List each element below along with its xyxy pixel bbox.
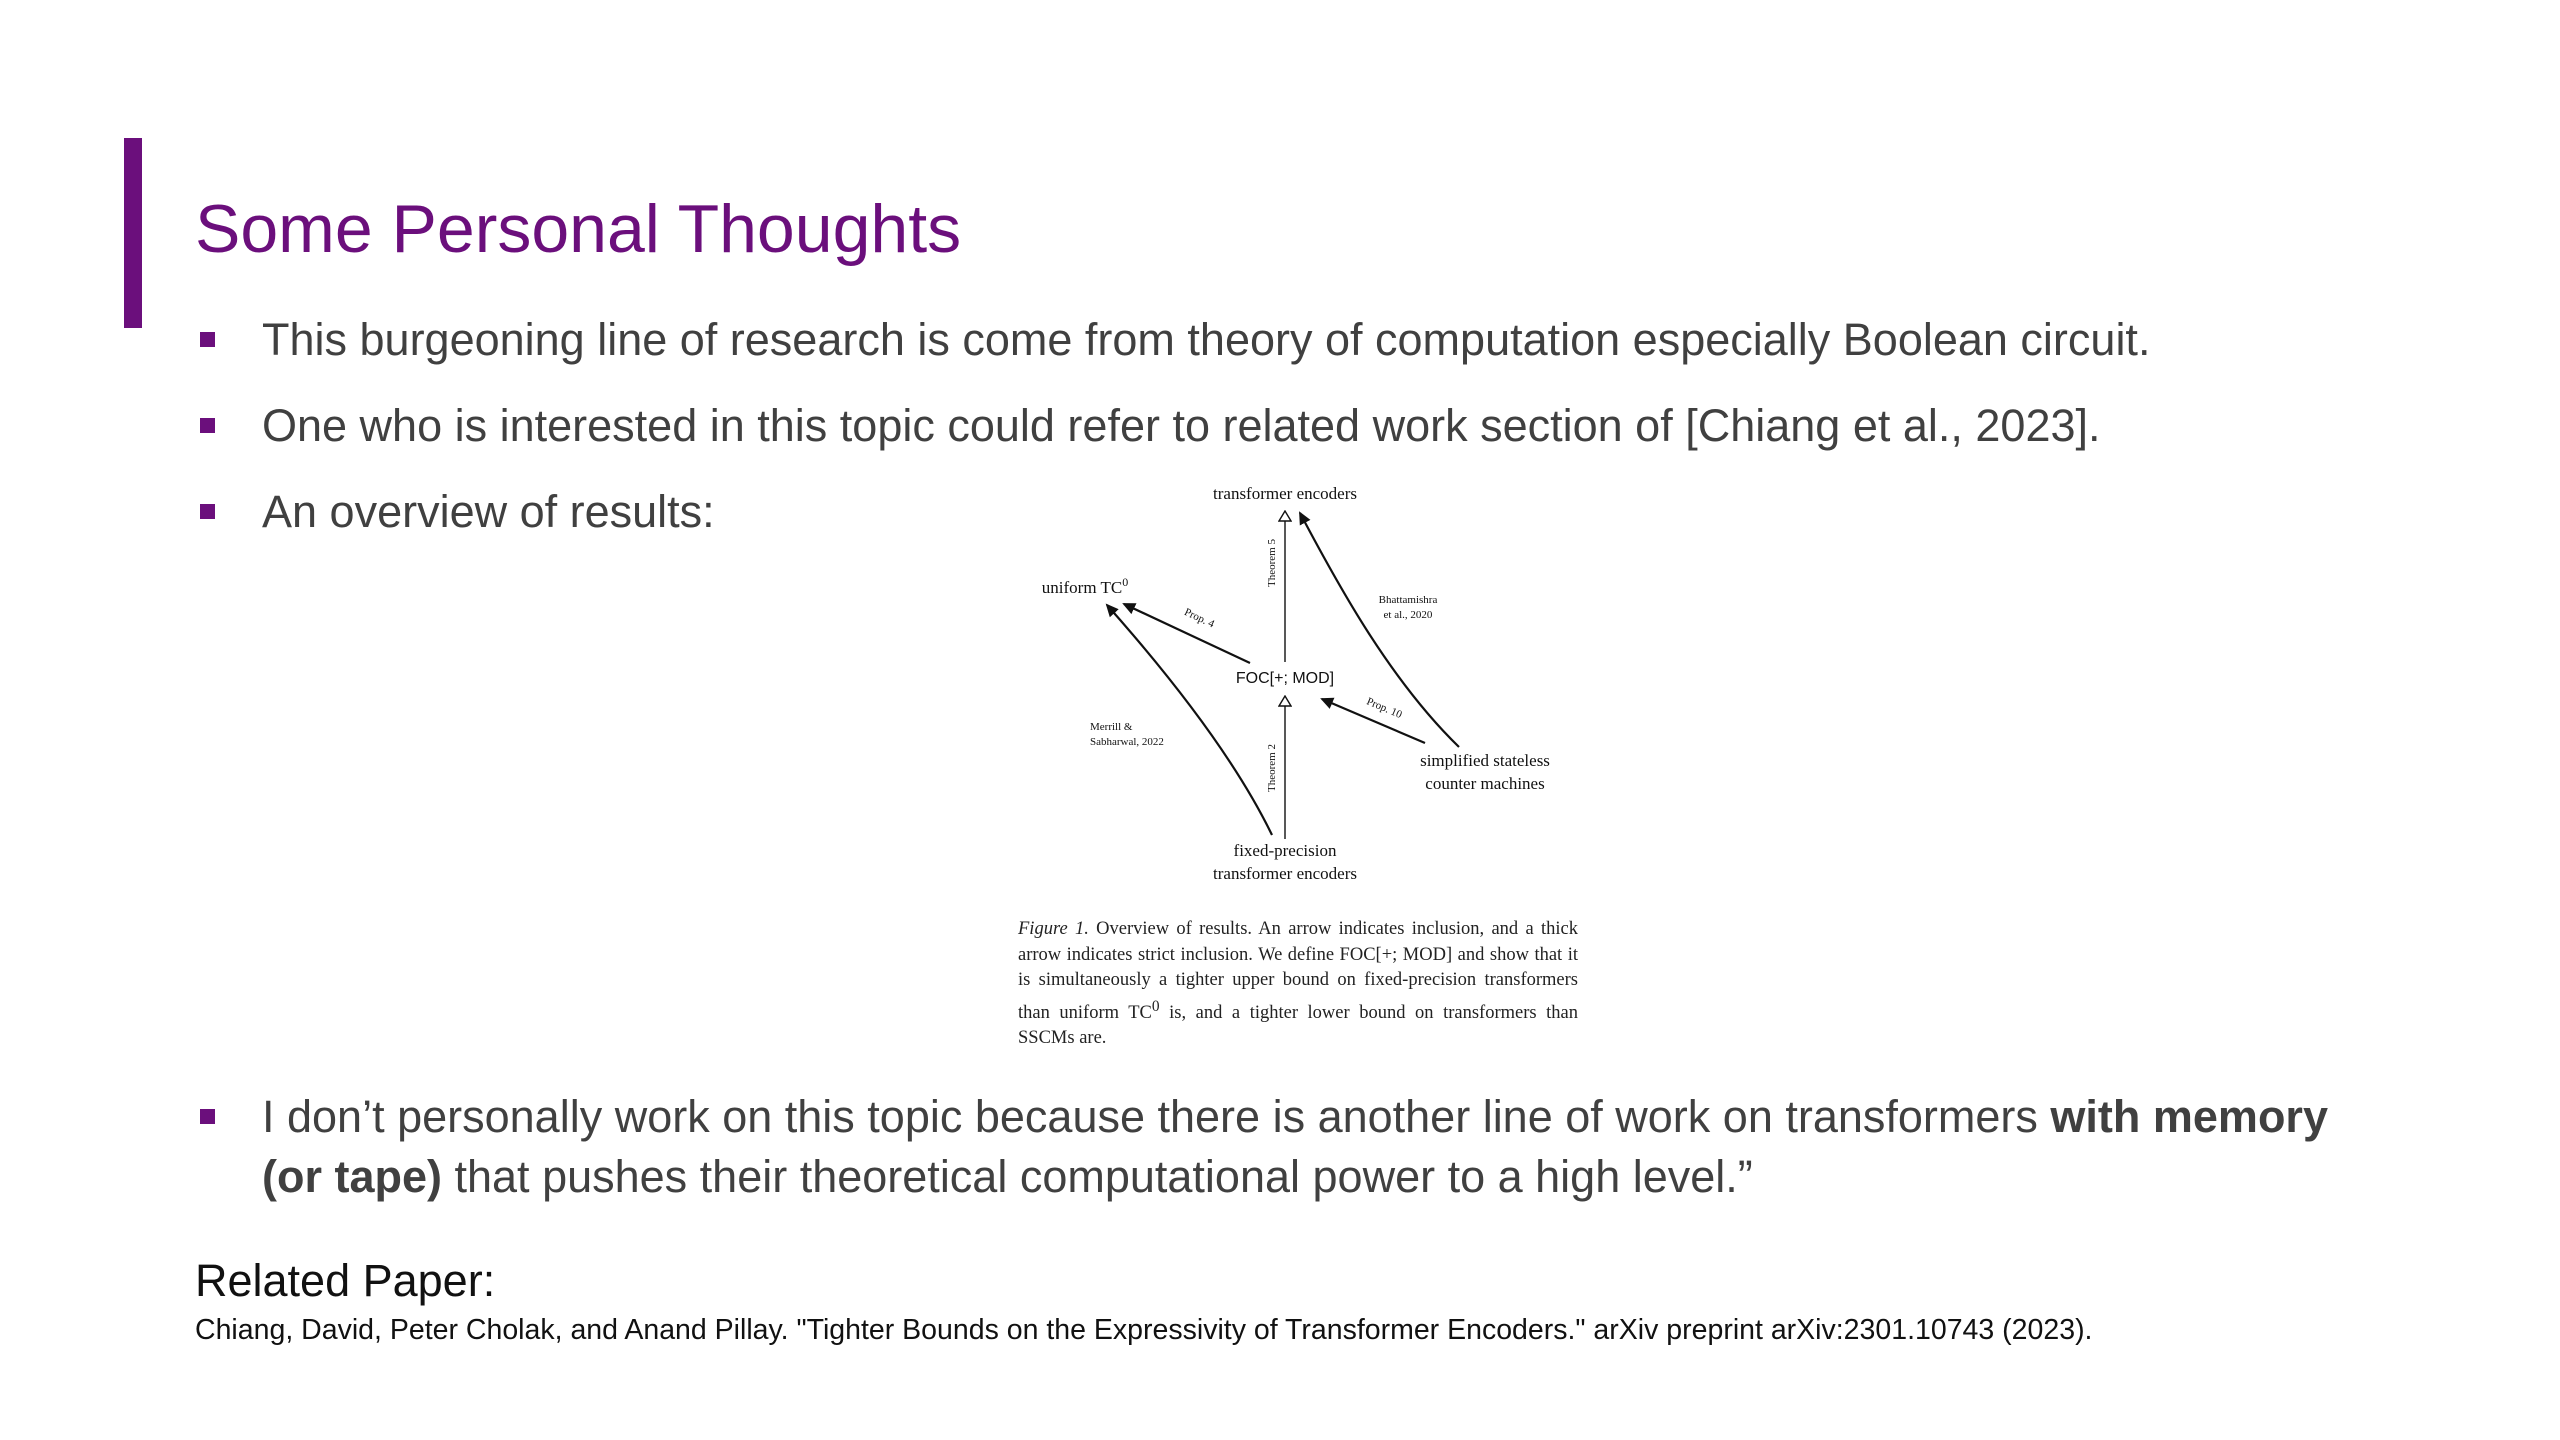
figure-caption-sup: 0 [1151,997,1160,1015]
figure-caption [1018,917,1578,1052]
square-bullet-icon [200,1109,215,1124]
square-bullet-icon [200,504,215,519]
square-bullet-icon [200,332,215,347]
label-prop10: Prop. 10 [1364,695,1404,722]
bullet-text-bold: with memory (or tape) [262,1091,2328,1202]
figure-caption-part2: is, and a tighter lower bound on transformers than SSCMs are. [1018,1002,1578,1049]
label-merrill-line2: Sabharwal, 2022 [1090,736,1164,748]
label-bhattamishra-line1: Bhattamishra [1378,594,1438,606]
node-sscm-line1: simplified stateless [1420,751,1550,770]
slide-title: Some Personal Thoughts [195,191,962,267]
bullet-text [262,1087,2400,1207]
bullet-text: This burgeoning line of research is come from theory of computation especially Boolean circuit. [262,314,2151,365]
node-transformer-encoders: transformer encoders [1213,484,1357,503]
related-paper-label: Related Paper: [195,1255,496,1306]
bullet-text-pre: I don’t personally work on this topic because there is another line of work on transformers [262,1091,2051,1142]
label-bhattamishra-line2: et al., 2020 [1383,609,1433,621]
arrow-merrill-sabharwal [1107,605,1272,835]
node-fixed-precision-line2: transformer encoders [1213,864,1357,883]
bullet-item [200,1087,2400,1207]
label-theorem5: Theorem 5 [1266,539,1278,587]
square-bullet-icon [200,418,215,433]
node-uniform-tc0 [1042,575,1128,597]
bullet-text: An overview of results: [262,486,715,537]
node-uniform-tc0-sup: 0 [1122,575,1129,589]
label-theorem2: Theorem 2 [1266,744,1278,792]
related-paper-citation: Chiang, David, Peter Cholak, and Anand Pillay. "Tighter Bounds on the Expressivity of Transformer Encoders." arXiv preprint arXiv:2301.10743 (2023). [195,1314,2093,1346]
bullet-text: One who is interested in this topic could refer to related work section of [Chiang et al., 2023]. [262,400,2101,451]
label-merrill-line1: Merrill & [1090,721,1133,733]
figure-caption-part1: Overview of results. An arrow indicates inclusion, and a thick arrow indicates strict inclusion. We define FOC[+; MOD] and show that it is simultaneously a tighter upper bound on fixed-precision transformers than uniform TC [1018,919,1578,1023]
title-accent-bar [124,138,142,328]
node-sscm-line2: counter machines [1425,774,1545,793]
results-overview-figure [1010,475,1590,1050]
node-foc-mod: FOC[+; MOD] [1235,670,1335,687]
bullet-item [200,396,2400,456]
figure-caption-label: Figure 1. [1018,919,1089,939]
inclusion-diagram [1010,475,1590,895]
bullet-item [200,310,2400,370]
node-fixed-precision-line1: fixed-precision [1233,841,1337,860]
label-prop4: Prop. 4 [1182,606,1217,631]
node-uniform-tc0-label: uniform TC [1041,578,1123,597]
bullet-text-post: that pushes their theoretical computational power to a high level.” [442,1151,1753,1202]
